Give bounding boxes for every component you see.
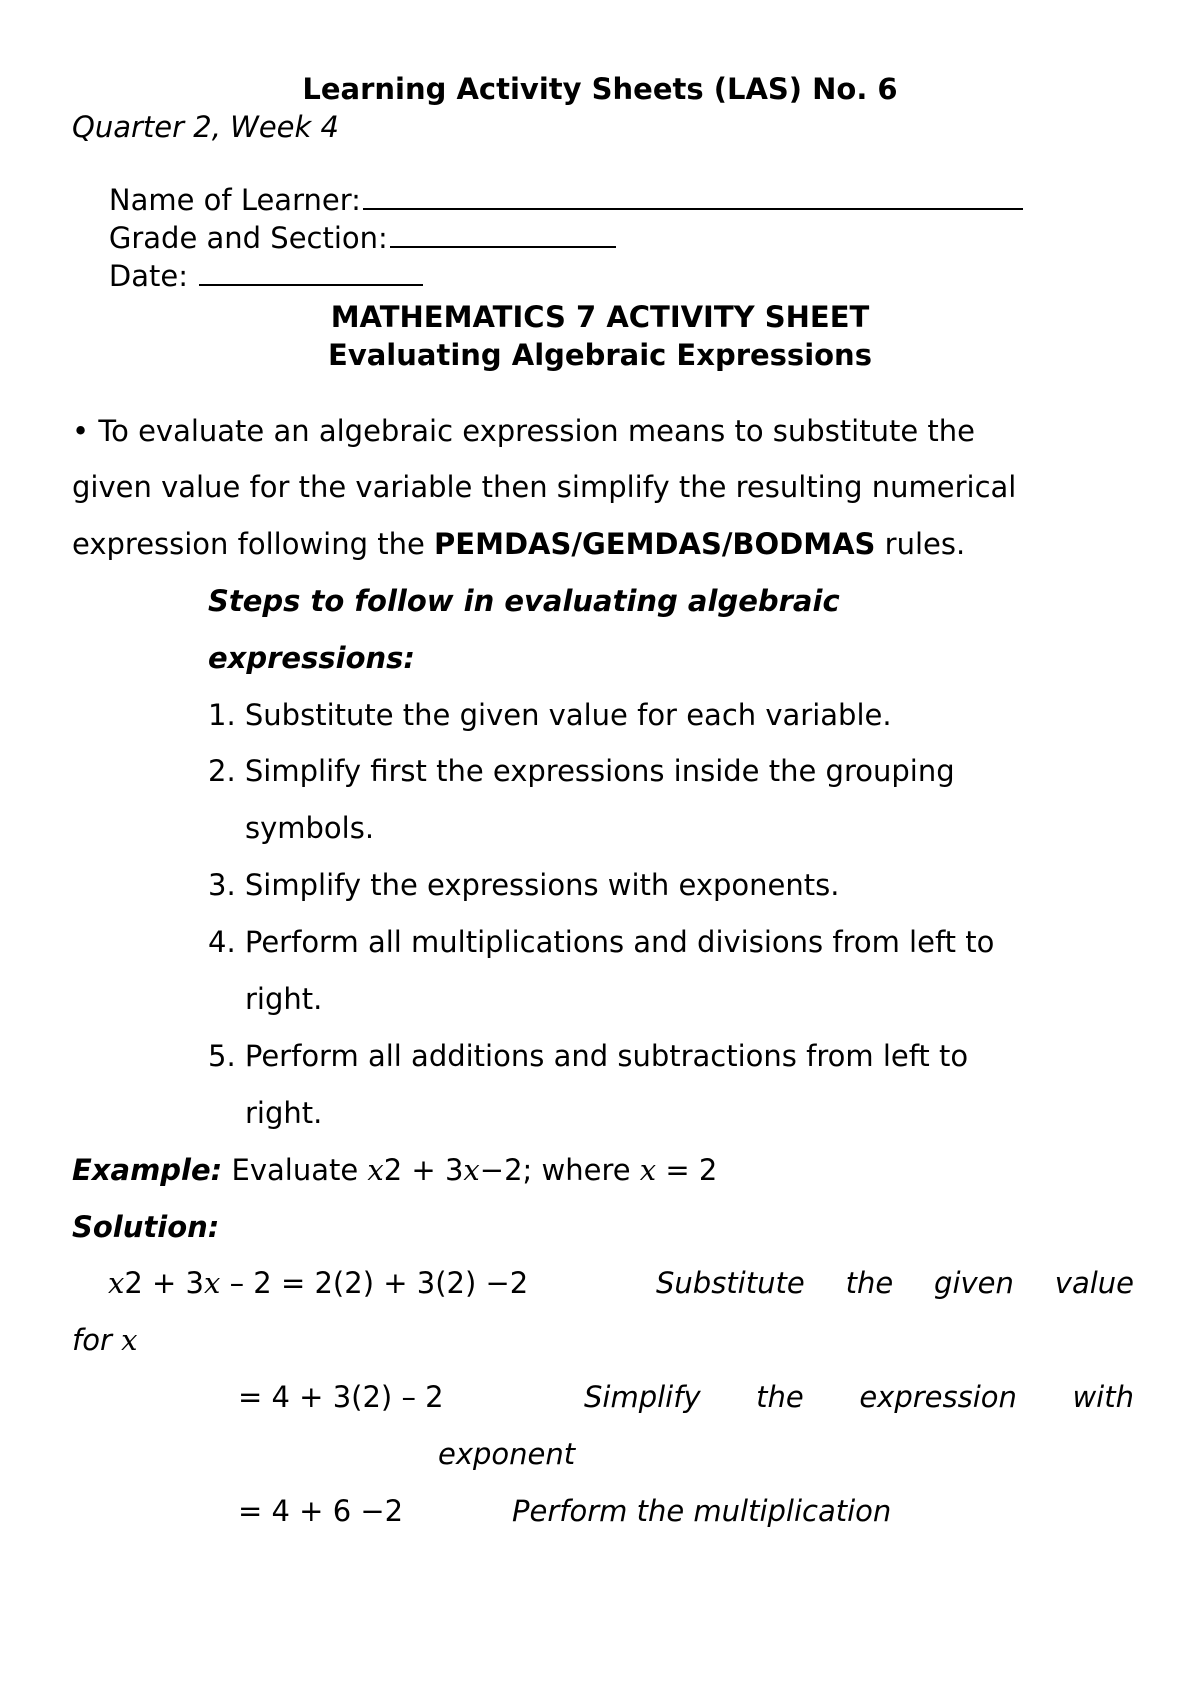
example-value: = 2: [656, 1153, 718, 1187]
solution-expr-a: 2 + 3: [124, 1266, 204, 1300]
example-var: x: [639, 1153, 657, 1187]
intro-line-3: [72, 527, 965, 561]
step-2: 2. Simplify first the expressions inside the grouping: [208, 754, 955, 788]
intro-line-2: given value for the variable then simplify the resulting numerical: [72, 470, 1017, 504]
step-4-cont: right.: [245, 982, 323, 1016]
solution-row-1-expr: [108, 1266, 528, 1300]
example-line: [72, 1153, 717, 1187]
step-2-cont: symbols.: [245, 811, 375, 845]
note-var: x: [121, 1323, 138, 1357]
solution-row-1-note-cont: [72, 1323, 137, 1357]
solution-var: x: [204, 1266, 221, 1300]
solution-var: x: [108, 1266, 125, 1300]
solution-row-3-expr: = 4 + 6 −2: [238, 1494, 404, 1528]
note-cont-text: for: [72, 1323, 122, 1357]
solution-row-3-note: Perform the multiplication: [512, 1494, 892, 1528]
step-4: 4. Perform all multiplications and divisions from left to: [208, 925, 995, 959]
example-var: x: [463, 1153, 480, 1187]
date-blank-line[interactable]: [199, 258, 423, 286]
solution-row-2-expr: = 4 + 3(2) – 2: [238, 1380, 444, 1414]
steps-heading-1: Steps to follow in evaluating algebraic: [208, 584, 840, 618]
grade-blank-line[interactable]: [390, 220, 616, 248]
solution-row-1-note: Substitute the given value: [656, 1266, 1134, 1300]
step-1: 1. Substitute the given value for each variable.: [208, 698, 892, 732]
step-3: 3. Simplify the expressions with exponents.: [208, 868, 840, 902]
subject-title: MATHEMATICS 7 ACTIVITY SHEET: [330, 300, 870, 334]
example-label: Example:: [72, 1153, 223, 1187]
intro-line-3-text: expression following the: [72, 527, 435, 561]
quarter-week: Quarter 2, Week 4: [72, 110, 339, 144]
example-var: x: [367, 1153, 384, 1187]
step-5: 5. Perform all additions and subtractions from left to: [208, 1039, 969, 1073]
pemdas-rules: PEMDAS/GEMDAS/BODMAS: [434, 527, 876, 561]
example-expr: 2 + 3: [383, 1153, 464, 1187]
name-label: Name of Learner:: [108, 183, 361, 217]
steps-heading-2: expressions:: [208, 641, 415, 675]
intro-line-3-end: rules.: [875, 527, 966, 561]
intro-line-1: • To evaluate an algebraic expression means to substitute the: [72, 414, 976, 448]
solution-row-2-note-cont: exponent: [438, 1437, 576, 1471]
step-5-cont: right.: [245, 1096, 323, 1130]
grade-label: Grade and Section:: [108, 221, 388, 255]
example-where: −2; where: [479, 1153, 640, 1187]
date-label: Date:: [108, 259, 198, 293]
solution-label: Solution:: [72, 1210, 220, 1244]
topic-title: Evaluating Algebraic Expressions: [328, 338, 872, 372]
solution-expr-b: – 2 = 2(2) + 3(2) −2: [220, 1266, 529, 1300]
sheet-header-title: Learning Activity Sheets (LAS) No. 6: [302, 72, 898, 106]
solution-row-2-note: Simplify the expression with: [584, 1380, 1134, 1414]
example-text: Evaluate: [222, 1153, 368, 1187]
